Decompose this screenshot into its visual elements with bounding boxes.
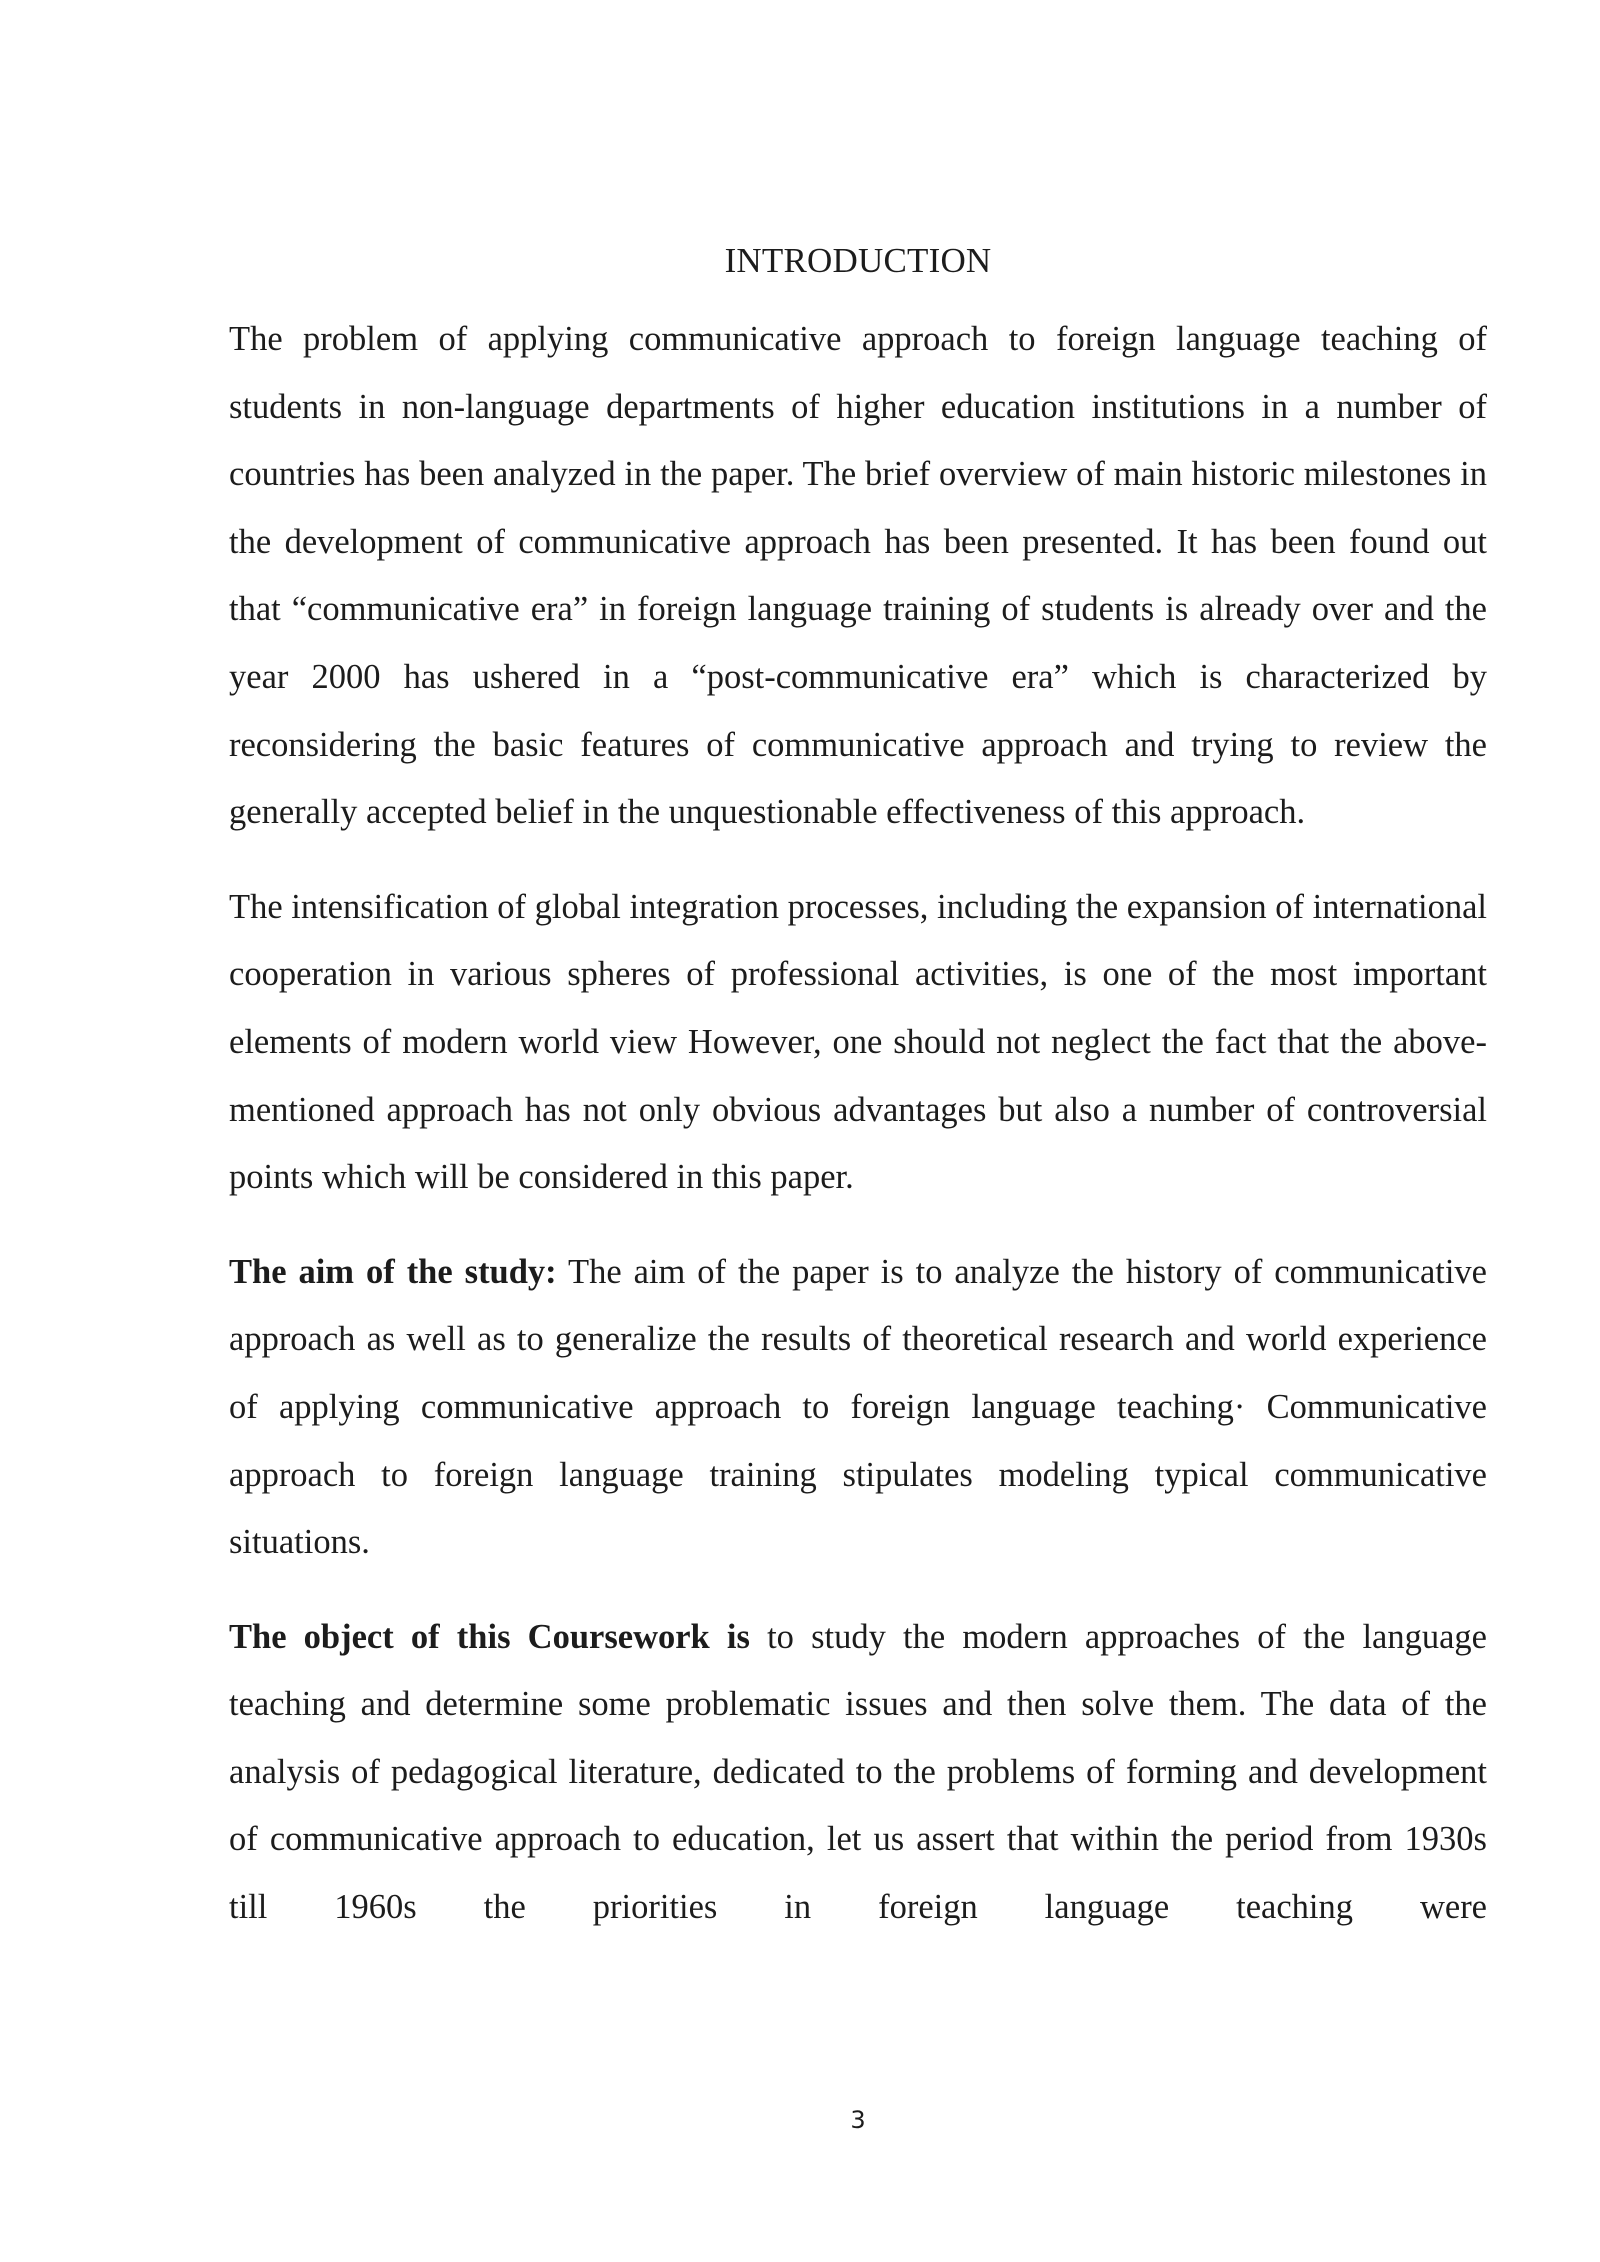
- paragraph-lead-bold: The object of this Coursework is: [229, 1617, 750, 1656]
- page-number: 3: [850, 2106, 866, 2134]
- paragraph-problem-overview: [229, 306, 1487, 847]
- section-heading: INTRODUCTION: [724, 241, 992, 280]
- paragraph-text: to study the modern approaches of the language teaching and determine some problematic issues and then solve them. The data of the analysis of pedagogical literature, dedicated to the problems of forming and development of communicative approach to education, let us assert that within the period from 1930s till 1960s the priorities in foreign language teaching were: [229, 1617, 1487, 1927]
- paragraph-text: The intensification of global integration processes, including the expansion of international cooperation in various spheres of professional activities, is one of the most important elements of modern world view However, one should not neglect the fact that the above-mentioned approach has not only obvious advantages but also a number of controversial points which will be considered in this paper.: [229, 887, 1487, 1197]
- paragraph-lead-bold: The aim of the study:: [229, 1252, 557, 1291]
- body-text: [229, 306, 1487, 1969]
- paragraph-global-integration: [229, 874, 1487, 1212]
- paragraph-aim-of-study: [229, 1239, 1487, 1577]
- paragraph-object-of-coursework: [229, 1604, 1487, 1942]
- paragraph-text: The aim of the paper is to analyze the history of communicative approach as well as to generalize the results of theoretical research and world experience of applying communicative approach to foreign language teaching· Communicative approach to foreign language training stipulates modeling typical communicative situations.: [229, 1252, 1487, 1562]
- paragraph-text: The problem of applying communicative approach to foreign language teaching of students in non-language departments of higher education institutions in a number of countries has been analyzed in the paper. The brief overview of main historic milestones in the development of communicative approach has been presented. It has been found out that “communicative era” in foreign language training of students is already over and the year 2000 has ushered in a “post-communicative era” which is characterized by reconsidering the basic features of communicative approach and trying to review the generally accepted belief in the unquestionable effectiveness of this approach.: [229, 320, 1487, 832]
